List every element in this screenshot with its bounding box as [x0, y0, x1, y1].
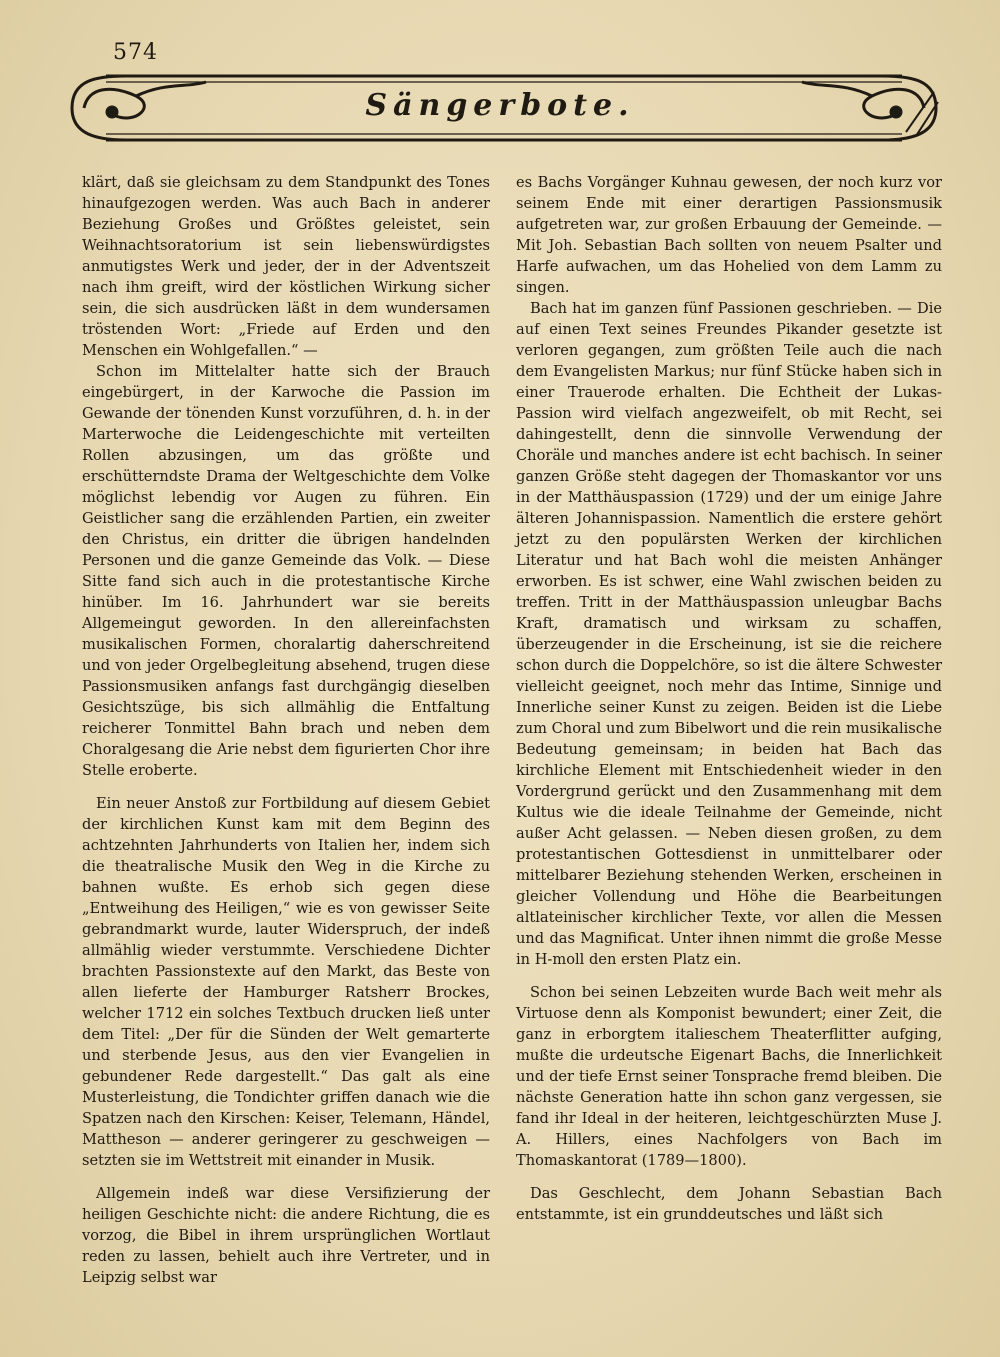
paragraph: es Bachs Vorgänger Kuhnau gewesen, der noch kurz vor seinem Ende mit einer derartigen Passionsmusik aufgetreten war, zur großen Erbauung der Gemeinde. — Mit Joh. Sebastian Bach sollten von neuem Psalter und Harfe aufwachen, um das Hohelied von dem Lamm zu singen.	[516, 174, 942, 296]
paragraph: Schon bei seinen Lebzeiten wurde Bach weit mehr als Virtuose denn als Komponist bewundert; einer Zeit, die ganz in erborgtem italieschem Theaterflitter aufging, mußte die urdeutsche Eigenart Bachs, die Innerlichkeit und der tiefe Ernst seiner Tonsprache fremd bleiben. Die nächste Generation hatte ihn schon ganz vergessen, sie fand ihr Ideal in der heiteren, leichtgeschürzten Muse J. A. Hillers, eines Nachfolgers von Bach im Thomaskantorat (1789—1800).	[516, 984, 942, 1169]
paragraph: Ein neuer Anstoß zur Fortbildung auf diesem Gebiet der kirchlichen Kunst kam mit dem Beginn des achtzehnten Jahrhunderts von Italien her, indem sich die theatralische Musik den Weg in die Kirche zu bahnen wußte. Es erhob sich gegen diese „Entweihung des Heiligen,“ wie es von gewisser Seite gebrandmarkt wurde, lauter Widerspruch, der indeß allmählig wieder verstummte. Verschiedene Dichter brachten Passionstexte auf den Markt, das Beste von allen lieferte der Hamburger Ratsherr Brockes, welcher 1712 ein solches Textbuch drucken ließ unter dem Titel: „Der für die Sünden der Welt gemarterte und sterbende Jesus, aus den vier Evangelien in gebundener Rede dargestellt.“ Das galt als eine Musterleistung, die Tondichter griffen danach wie die Spatzen nach den Kirschen: Keiser, Telemann, Händel, Mattheson — anderer geringerer zu geschweigen — setzten sie im Wettstreit mit einander in Musik.	[82, 795, 490, 1169]
paragraph: Allgemein indeß war diese Versifizierung der heiligen Geschichte nicht: die andere Richtung, die es vorzog, die Bibel in ihrem ursprünglichen Wortlaut reden zu lassen, behielt auch ihre Vertreter, und in Leipzig selbst war	[82, 1185, 490, 1286]
journal-title: Sängerbote.	[365, 88, 635, 123]
right-column	[516, 172, 942, 1225]
page-number: 574	[113, 40, 158, 65]
left-column	[82, 172, 490, 1288]
paragraph: klärt, daß sie gleichsam zu dem Standpunkt des Tones hinaufgezogen werden. Was auch Bach in anderer Beziehung Großes und Größtes geleistet, sein Weihnachtsoratorium ist sein liebenswürdigstes anmutigstes Werk und jeder, der in der Adventszeit nach ihm greift, wird der köstlichen Wirkung sicher sein, die sich ausdrücken läßt in dem wundersamen tröstenden Wort: „Friede auf Erden und den Menschen ein Wohlgefallen.“ —	[82, 174, 490, 359]
paragraph: Das Geschlecht, dem Johann Sebastian Bach entstammte, ist ein grunddeutsches und läßt sich	[516, 1185, 942, 1223]
paragraph: Bach hat im ganzen fünf Passionen geschrieben. — Die auf einen Text seines Freundes Pikander gesetzte ist verloren gegangen, zum größten Teile auch die nach dem Evangelisten Markus; nur fünf Stücke haben sich in einer Trauerode erhalten. Die Echtheit der Lukas-Passion wird vielfach angezweifelt, ob mit Recht, sei dahingestellt, denn die sinnvolle Verwendung der Choräle und manches andere ist echt bachisch. In seiner ganzen Größe steht dagegen der Thomaskantor vor uns in der Matthäuspassion (1729) und der um einige Jahre älteren Johannispassion. Namentlich die erstere gehört jetzt zu den populärsten Werken der kirchlichen Literatur und hat Bach wohl die meisten Anhänger erworben. Es ist schwer, eine Wahl zwischen beiden zu treffen. Tritt in der Matthäuspassion unleugbar Bachs Kraft, dramatisch und wirksam zu schaffen, überzeugender in die Erscheinung, ist sie die reichere schon durch die Doppelchöre, so ist die ältere Schwester vielleicht geeignet, noch mehr das Intime, Sinnige und Innerliche seiner Kunst zu zeigen. Beiden ist die Liebe zum Choral und zum Bibelwort und die rein musikalische Bedeutung gemeinsam; in beiden hat Bach das kirchliche Element mit Entschiedenheit wieder in den Vordergrund gerückt und den Zusammenhang mit dem Kultus wie die ideale Teilnahme der Gemeinde, nicht außer Acht gelassen. — Neben diesen großen, zu dem protestantischen Gottesdienst in unmittelbarer oder mittelbarer Beziehung stehenden Werken, erscheinen in gleicher Vollendung und Höhe die Bearbeitungen altlateinischer kirchlicher Texte, vor allen die Messen und das Magnificat. Unter ihnen nimmt die große Messe in H-moll den ersten Platz ein.	[516, 300, 942, 968]
paragraph: Schon im Mittelalter hatte sich der Brauch eingebürgert, in der Karwoche die Passion im Gewande der tönenden Kunst vorzuführen, d. h. in der Marterwoche die Leidengeschichte mit verteilten Rollen abzusingen, um das größte und erschütterndste Drama der Weltgeschichte dem Volke möglichst lebendig vor Augen zu führen. Ein Geistlicher sang die erzählenden Partien, ein zweiter den Christus, ein dritter die übrigen handelnden Personen und die ganze Gemeinde das Volk. — Diese Sitte fand sich auch in die protestantische Kirche hinüber. Im 16. Jahrhundert war sie bereits Allgemeingut geworden. In den allereinfachsten musikalischen Formen, choralartig daherschreitend und von jeder Orgelbegleitung absehend, trugen diese Passionsmusiken anfangs fast durchgängig dieselben Gesichtszüge, bis sich allmählig die Entfaltung reicherer Tonmittel Bahn brach und neben dem Choralgesang die Arie nebst dem figurierten Chor ihre Stelle eroberte.	[82, 363, 490, 779]
